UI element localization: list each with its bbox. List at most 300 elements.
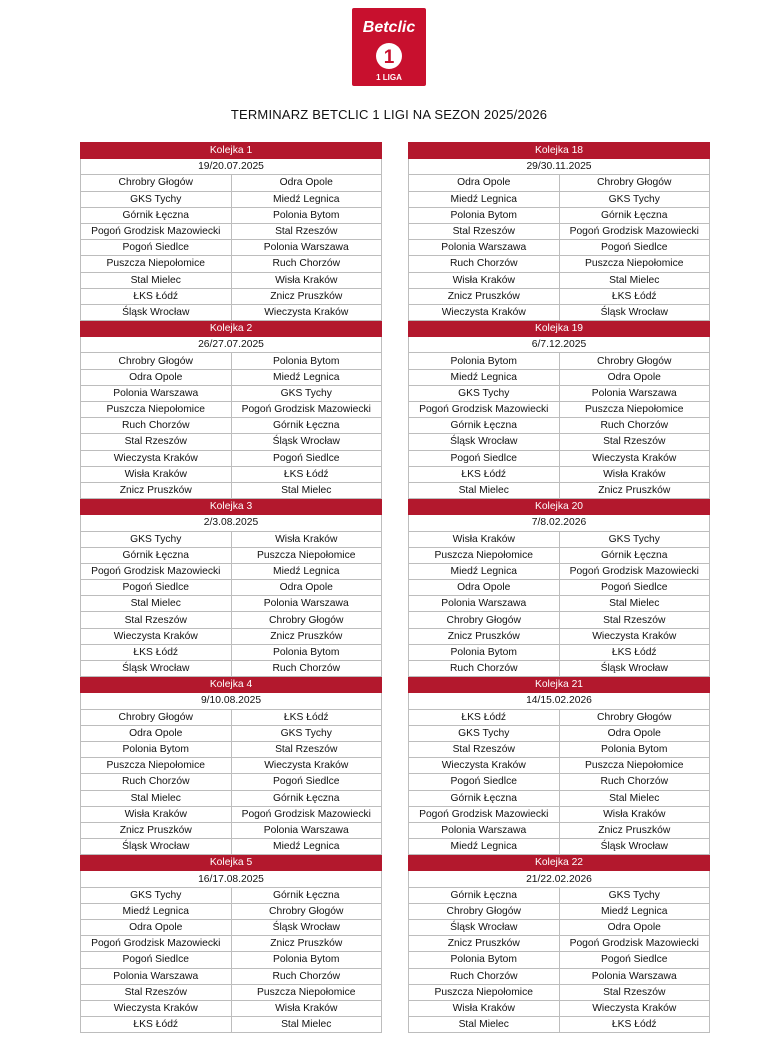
away-team: Miedź Legnica <box>231 369 382 385</box>
match-row <box>409 223 710 239</box>
home-team: Pogoń Siedlce <box>409 450 560 466</box>
match-row <box>409 256 710 272</box>
away-team: Wisła Kraków <box>231 272 382 288</box>
away-team: Puszcza Niepołomice <box>231 984 382 1000</box>
away-team: Wieczysta Kraków <box>231 304 382 320</box>
match-row <box>81 385 382 401</box>
logo-brand-text: Betclic <box>362 19 416 36</box>
round-header <box>81 677 382 693</box>
away-team: Stal Rzeszów <box>559 612 710 628</box>
away-team: Wieczysta Kraków <box>559 1000 710 1016</box>
away-team: Odra Opole <box>559 725 710 741</box>
home-team: Ruch Chorzów <box>81 774 232 790</box>
match-row <box>409 612 710 628</box>
match-row <box>81 596 382 612</box>
round-header <box>81 855 382 871</box>
home-team: Polonia Bytom <box>409 353 560 369</box>
away-team: Polonia Warszawa <box>231 596 382 612</box>
away-team: Pogoń Siedlce <box>231 450 382 466</box>
away-team: Puszcza Niepołomice <box>559 758 710 774</box>
match-row <box>81 709 382 725</box>
match-row <box>81 272 382 288</box>
round-date: 9/10.08.2025 <box>81 693 382 709</box>
match-row <box>409 482 710 498</box>
home-team: GKS Tychy <box>81 531 232 547</box>
home-team: ŁKS Łódź <box>409 466 560 482</box>
match-row <box>409 822 710 838</box>
away-team: Polonia Bytom <box>231 952 382 968</box>
away-team: ŁKS Łódź <box>559 1017 710 1033</box>
round-date-row <box>409 693 710 709</box>
match-row <box>81 806 382 822</box>
away-team: Stal Mielec <box>559 272 710 288</box>
match-row <box>81 758 382 774</box>
home-team: Znicz Pruszków <box>409 936 560 952</box>
round-label: Kolejka 22 <box>409 855 710 871</box>
away-team: Odra Opole <box>231 175 382 191</box>
match-row <box>409 385 710 401</box>
round-label: Kolejka 18 <box>409 143 710 159</box>
away-team: Śląsk Wrocław <box>559 661 710 677</box>
away-team: Znicz Pruszków <box>559 482 710 498</box>
home-team: Śląsk Wrocław <box>81 839 232 855</box>
away-team: Miedź Legnica <box>559 903 710 919</box>
match-row <box>81 207 382 223</box>
home-team: Pogoń Siedlce <box>81 952 232 968</box>
match-row <box>81 531 382 547</box>
match-row <box>81 741 382 757</box>
round-date-row <box>409 515 710 531</box>
home-team: Odra Opole <box>81 920 232 936</box>
round-date: 7/8.02.2026 <box>409 515 710 531</box>
match-row <box>81 580 382 596</box>
away-team: Pogoń Siedlce <box>559 952 710 968</box>
match-row <box>409 580 710 596</box>
match-row <box>81 434 382 450</box>
away-team: Znicz Pruszków <box>231 288 382 304</box>
home-team: Znicz Pruszków <box>409 628 560 644</box>
home-team: Odra Opole <box>81 369 232 385</box>
match-row <box>409 644 710 660</box>
home-team: ŁKS Łódź <box>409 709 560 725</box>
match-row <box>81 191 382 207</box>
round-label: Kolejka 5 <box>81 855 382 871</box>
home-team: Pogoń Grodzisk Mazowiecki <box>81 223 232 239</box>
home-team: Stal Mielec <box>81 272 232 288</box>
away-team: Puszcza Niepołomice <box>231 547 382 563</box>
right-fixtures-table <box>408 142 710 1033</box>
home-team: Wieczysta Kraków <box>409 304 560 320</box>
match-row <box>81 1000 382 1016</box>
round-header <box>409 855 710 871</box>
home-team: GKS Tychy <box>409 725 560 741</box>
home-team: ŁKS Łódź <box>81 288 232 304</box>
match-row <box>81 304 382 320</box>
away-team: Miedź Legnica <box>231 191 382 207</box>
round-date: 26/27.07.2025 <box>81 337 382 353</box>
home-team: Górnik Łęczna <box>409 887 560 903</box>
match-row <box>409 175 710 191</box>
home-team: Wisła Kraków <box>409 1000 560 1016</box>
home-team: Stal Mielec <box>81 790 232 806</box>
match-row <box>81 774 382 790</box>
away-team: Górnik Łęczna <box>231 887 382 903</box>
away-team: Chrobry Głogów <box>559 175 710 191</box>
match-row <box>81 984 382 1000</box>
match-row <box>409 903 710 919</box>
match-row <box>409 725 710 741</box>
match-row <box>409 369 710 385</box>
match-row <box>409 531 710 547</box>
round-label: Kolejka 21 <box>409 677 710 693</box>
away-team: Puszcza Niepołomice <box>559 256 710 272</box>
match-row <box>409 887 710 903</box>
round-header <box>409 143 710 159</box>
away-team: Chrobry Głogów <box>231 612 382 628</box>
match-row <box>409 1000 710 1016</box>
match-row <box>409 547 710 563</box>
away-team: Wisła Kraków <box>559 806 710 822</box>
away-team: Śląsk Wrocław <box>559 304 710 320</box>
away-team: Chrobry Głogów <box>231 903 382 919</box>
away-team: Miedź Legnica <box>231 563 382 579</box>
home-team: Wisła Kraków <box>409 531 560 547</box>
away-team: Pogoń Siedlce <box>559 240 710 256</box>
round-header <box>81 499 382 515</box>
away-team: GKS Tychy <box>559 191 710 207</box>
match-row <box>409 661 710 677</box>
away-team: Polonia Bytom <box>231 207 382 223</box>
home-team: Odra Opole <box>409 175 560 191</box>
away-team: Odra Opole <box>559 369 710 385</box>
round-date: 21/22.02.2026 <box>409 871 710 887</box>
round-date-row <box>81 159 382 175</box>
home-team: Chrobry Głogów <box>409 612 560 628</box>
round-date-row <box>409 337 710 353</box>
match-row <box>409 1017 710 1033</box>
home-team: Stal Rzeszów <box>409 741 560 757</box>
match-row <box>409 968 710 984</box>
round-date: 16/17.08.2025 <box>81 871 382 887</box>
away-team: Górnik Łęczna <box>231 790 382 806</box>
match-row <box>81 288 382 304</box>
match-row <box>81 402 382 418</box>
away-team: Polonia Warszawa <box>231 822 382 838</box>
round-label: Kolejka 19 <box>409 321 710 337</box>
home-team: Polonia Bytom <box>409 207 560 223</box>
home-team: Stal Rzeszów <box>81 984 232 1000</box>
home-team: Stal Mielec <box>409 482 560 498</box>
away-team: Stal Rzeszów <box>231 223 382 239</box>
away-team: Znicz Pruszków <box>231 936 382 952</box>
home-team: Stal Rzeszów <box>81 434 232 450</box>
round-date-row <box>81 337 382 353</box>
home-team: Polonia Warszawa <box>81 968 232 984</box>
away-team: Ruch Chorzów <box>559 418 710 434</box>
match-row <box>81 968 382 984</box>
home-team: Wieczysta Kraków <box>81 1000 232 1016</box>
home-team: Górnik Łęczna <box>409 418 560 434</box>
home-team: Chrobry Głogów <box>81 175 232 191</box>
away-team: Pogoń Grodzisk Mazowiecki <box>559 223 710 239</box>
home-team: Stal Mielec <box>409 1017 560 1033</box>
away-team: Znicz Pruszków <box>231 628 382 644</box>
match-row <box>81 628 382 644</box>
home-team: Pogoń Grodzisk Mazowiecki <box>81 936 232 952</box>
match-row <box>81 822 382 838</box>
match-row <box>409 952 710 968</box>
home-team: Polonia Warszawa <box>81 385 232 401</box>
home-team: Pogoń Grodzisk Mazowiecki <box>409 402 560 418</box>
away-team: Wieczysta Kraków <box>559 450 710 466</box>
home-team: Pogoń Grodzisk Mazowiecki <box>409 806 560 822</box>
home-team: ŁKS Łódź <box>81 644 232 660</box>
away-team: Polonia Warszawa <box>559 385 710 401</box>
home-team: Miedź Legnica <box>409 191 560 207</box>
away-team: Pogoń Grodzisk Mazowiecki <box>231 806 382 822</box>
round-date-row <box>81 515 382 531</box>
match-row <box>81 369 382 385</box>
league-logo <box>352 8 426 86</box>
match-row <box>81 450 382 466</box>
away-team: Chrobry Głogów <box>559 353 710 369</box>
home-team: Śląsk Wrocław <box>81 304 232 320</box>
away-team: Polonia Warszawa <box>231 240 382 256</box>
home-team: Stal Rzeszów <box>81 612 232 628</box>
home-team: Pogoń Siedlce <box>409 774 560 790</box>
away-team: Polonia Bytom <box>231 353 382 369</box>
logo-number-text: 1 <box>383 47 395 68</box>
home-team: Polonia Bytom <box>81 741 232 757</box>
home-team: Polonia Warszawa <box>409 822 560 838</box>
match-row <box>81 725 382 741</box>
away-team: Stal Rzeszów <box>231 741 382 757</box>
match-row <box>81 936 382 952</box>
page-title: TERMINARZ BETCLIC 1 LIGI NA SEZON 2025/2026 <box>230 107 548 122</box>
round-header <box>81 143 382 159</box>
home-team: Puszcza Niepołomice <box>409 984 560 1000</box>
home-team: GKS Tychy <box>409 385 560 401</box>
away-team: Znicz Pruszków <box>559 822 710 838</box>
home-team: GKS Tychy <box>81 191 232 207</box>
away-team: Chrobry Głogów <box>559 709 710 725</box>
home-team: Znicz Pruszków <box>81 482 232 498</box>
away-team: Górnik Łęczna <box>559 547 710 563</box>
match-row <box>409 434 710 450</box>
match-row <box>409 839 710 855</box>
home-team: Znicz Pruszków <box>81 822 232 838</box>
away-team: Stal Mielec <box>231 1017 382 1033</box>
away-team: Stal Rzeszów <box>559 434 710 450</box>
round-label: Kolejka 3 <box>81 499 382 515</box>
match-row <box>409 628 710 644</box>
round-date-row <box>81 871 382 887</box>
away-team: Wisła Kraków <box>231 1000 382 1016</box>
logo-league-text: 1 LIGA <box>376 73 402 82</box>
away-team: Pogoń Grodzisk Mazowiecki <box>559 563 710 579</box>
match-row <box>409 596 710 612</box>
round-date-row <box>409 871 710 887</box>
left-fixtures-table <box>80 142 382 1033</box>
home-team: Miedź Legnica <box>81 903 232 919</box>
round-label: Kolejka 20 <box>409 499 710 515</box>
match-row <box>81 903 382 919</box>
home-team: Polonia Bytom <box>409 644 560 660</box>
match-row <box>409 418 710 434</box>
match-row <box>409 741 710 757</box>
away-team: ŁKS Łódź <box>559 644 710 660</box>
home-team: Stal Rzeszów <box>409 223 560 239</box>
home-team: Puszcza Niepołomice <box>81 256 232 272</box>
left-fixtures-column <box>80 142 382 1033</box>
match-row <box>81 887 382 903</box>
away-team: Śląsk Wrocław <box>231 920 382 936</box>
match-row <box>409 563 710 579</box>
away-team: GKS Tychy <box>559 887 710 903</box>
match-row <box>409 450 710 466</box>
away-team: Wieczysta Kraków <box>559 628 710 644</box>
match-row <box>409 207 710 223</box>
match-row <box>81 563 382 579</box>
home-team: Śląsk Wrocław <box>409 434 560 450</box>
away-team: Miedź Legnica <box>231 839 382 855</box>
match-row <box>81 790 382 806</box>
away-team: Stal Rzeszów <box>559 984 710 1000</box>
away-team: Ruch Chorzów <box>231 968 382 984</box>
match-row <box>409 272 710 288</box>
match-row <box>81 466 382 482</box>
match-row <box>409 774 710 790</box>
home-team: Polonia Warszawa <box>409 240 560 256</box>
home-team: Wieczysta Kraków <box>81 628 232 644</box>
home-team: Górnik Łęczna <box>409 790 560 806</box>
round-label: Kolejka 4 <box>81 677 382 693</box>
match-row <box>81 644 382 660</box>
match-row <box>81 256 382 272</box>
match-row <box>81 353 382 369</box>
away-team: Polonia Warszawa <box>559 968 710 984</box>
home-team: Śląsk Wrocław <box>81 661 232 677</box>
home-team: Pogoń Siedlce <box>81 240 232 256</box>
betclic-1-liga-logo <box>352 8 426 86</box>
away-team: Pogoń Siedlce <box>231 774 382 790</box>
home-team: Śląsk Wrocław <box>409 920 560 936</box>
match-row <box>81 482 382 498</box>
away-team: Odra Opole <box>231 580 382 596</box>
home-team: Wisła Kraków <box>81 806 232 822</box>
away-team: GKS Tychy <box>559 531 710 547</box>
match-row <box>409 790 710 806</box>
home-team: Stal Mielec <box>81 596 232 612</box>
away-team: Odra Opole <box>559 920 710 936</box>
match-row <box>409 920 710 936</box>
match-row <box>409 758 710 774</box>
home-team: Miedź Legnica <box>409 839 560 855</box>
round-header <box>409 499 710 515</box>
match-row <box>81 1017 382 1033</box>
home-team: Chrobry Głogów <box>81 353 232 369</box>
away-team: Puszcza Niepołomice <box>559 402 710 418</box>
away-team: Pogoń Grodzisk Mazowiecki <box>559 936 710 952</box>
away-team: Stal Mielec <box>231 482 382 498</box>
match-row <box>409 402 710 418</box>
match-row <box>409 240 710 256</box>
home-team: Odra Opole <box>409 580 560 596</box>
match-row <box>81 223 382 239</box>
home-team: Górnik Łęczna <box>81 547 232 563</box>
match-row <box>81 547 382 563</box>
round-label: Kolejka 2 <box>81 321 382 337</box>
away-team: Górnik Łęczna <box>231 418 382 434</box>
away-team: Pogoń Siedlce <box>559 580 710 596</box>
home-team: Miedź Legnica <box>409 563 560 579</box>
home-team: Puszcza Niepołomice <box>81 758 232 774</box>
match-row <box>409 304 710 320</box>
away-team: Stal Mielec <box>559 596 710 612</box>
round-date-row <box>409 159 710 175</box>
match-row <box>81 661 382 677</box>
match-row <box>81 920 382 936</box>
match-row <box>81 612 382 628</box>
round-header <box>409 321 710 337</box>
home-team: Górnik Łęczna <box>81 207 232 223</box>
away-team: Polonia Bytom <box>559 741 710 757</box>
round-date: 29/30.11.2025 <box>409 159 710 175</box>
home-team: Znicz Pruszków <box>409 288 560 304</box>
match-row <box>409 984 710 1000</box>
home-team: Ruch Chorzów <box>409 661 560 677</box>
match-row <box>81 175 382 191</box>
match-row <box>409 936 710 952</box>
home-team: Puszcza Niepołomice <box>409 547 560 563</box>
away-team: Wisła Kraków <box>231 531 382 547</box>
home-team: Wisła Kraków <box>409 272 560 288</box>
home-team: GKS Tychy <box>81 887 232 903</box>
away-team: Górnik Łęczna <box>559 207 710 223</box>
away-team: GKS Tychy <box>231 385 382 401</box>
round-date: 6/7.12.2025 <box>409 337 710 353</box>
match-row <box>81 240 382 256</box>
home-team: Odra Opole <box>81 725 232 741</box>
away-team: GKS Tychy <box>231 725 382 741</box>
away-team: Ruch Chorzów <box>231 661 382 677</box>
match-row <box>409 191 710 207</box>
match-row <box>81 952 382 968</box>
home-team: Pogoń Grodzisk Mazowiecki <box>81 563 232 579</box>
round-label: Kolejka 1 <box>81 143 382 159</box>
match-row <box>409 806 710 822</box>
away-team: Ruch Chorzów <box>559 774 710 790</box>
home-team: Ruch Chorzów <box>409 968 560 984</box>
home-team: Chrobry Głogów <box>81 709 232 725</box>
away-team: Pogoń Grodzisk Mazowiecki <box>231 402 382 418</box>
match-row <box>409 466 710 482</box>
round-date: 14/15.02.2026 <box>409 693 710 709</box>
away-team: ŁKS Łódź <box>559 288 710 304</box>
match-row <box>409 353 710 369</box>
home-team: Polonia Bytom <box>409 952 560 968</box>
away-team: Śląsk Wrocław <box>559 839 710 855</box>
home-team: ŁKS Łódź <box>81 1017 232 1033</box>
round-header <box>81 321 382 337</box>
away-team: ŁKS Łódź <box>231 709 382 725</box>
away-team: Wieczysta Kraków <box>231 758 382 774</box>
away-team: Polonia Bytom <box>231 644 382 660</box>
match-row <box>81 418 382 434</box>
away-team: Śląsk Wrocław <box>231 434 382 450</box>
round-date: 19/20.07.2025 <box>81 159 382 175</box>
home-team: Wisła Kraków <box>81 466 232 482</box>
